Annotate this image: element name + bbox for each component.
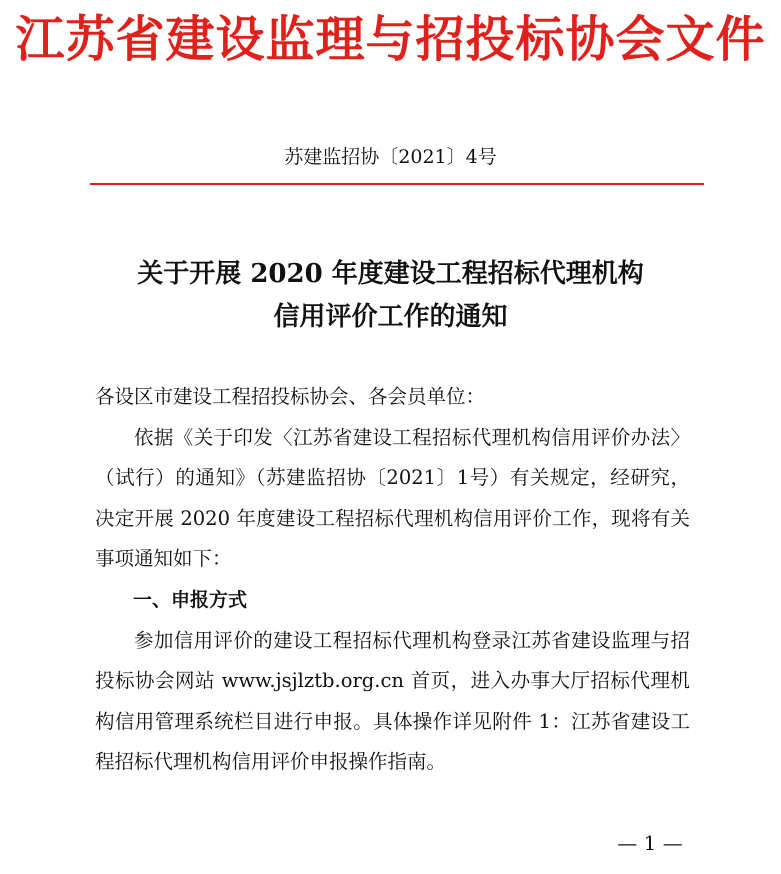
- section-heading-application-method: 一、申报方式: [133, 588, 248, 611]
- document-number: 苏建监招协〔2021〕4号: [284, 146, 497, 168]
- document-body: [95, 377, 690, 783]
- header-divider: [90, 183, 704, 185]
- page-number: — 1 —: [617, 831, 683, 855]
- salutation: 各设区市建设工程招投标协会、各会员单位：: [95, 385, 486, 408]
- notice-title-line-2: 信用评价工作的通知: [273, 302, 508, 332]
- document-header-title: 江苏省建设监理与招投标协会文件: [15, 10, 766, 68]
- paragraph-basis: 依据《关于印发〈江苏省建设工程招标代理机构信用评价办法〉（试行）的通知》（苏建监招协〔2021〕1号）有关规定，经研究，决定开展 2020 年度建设工程招标代理机构信用评价工作，现将有关事项通知如下：: [95, 425, 690, 571]
- notice-title-line-1: 关于开展 2020 年度建设工程招标代理机构: [137, 259, 644, 289]
- paragraph-application-instructions: 参加信用评价的建设工程招标代理机构登录江苏省建设监理与招投标协会网站 www.jsjlztb.org.cn 首页，进入办事大厅招标代理机构信用管理系统栏目进行申报。具体操作详见附件 1：江苏省建设工程招标代理机构信用评价申报操作指南。: [95, 628, 690, 774]
